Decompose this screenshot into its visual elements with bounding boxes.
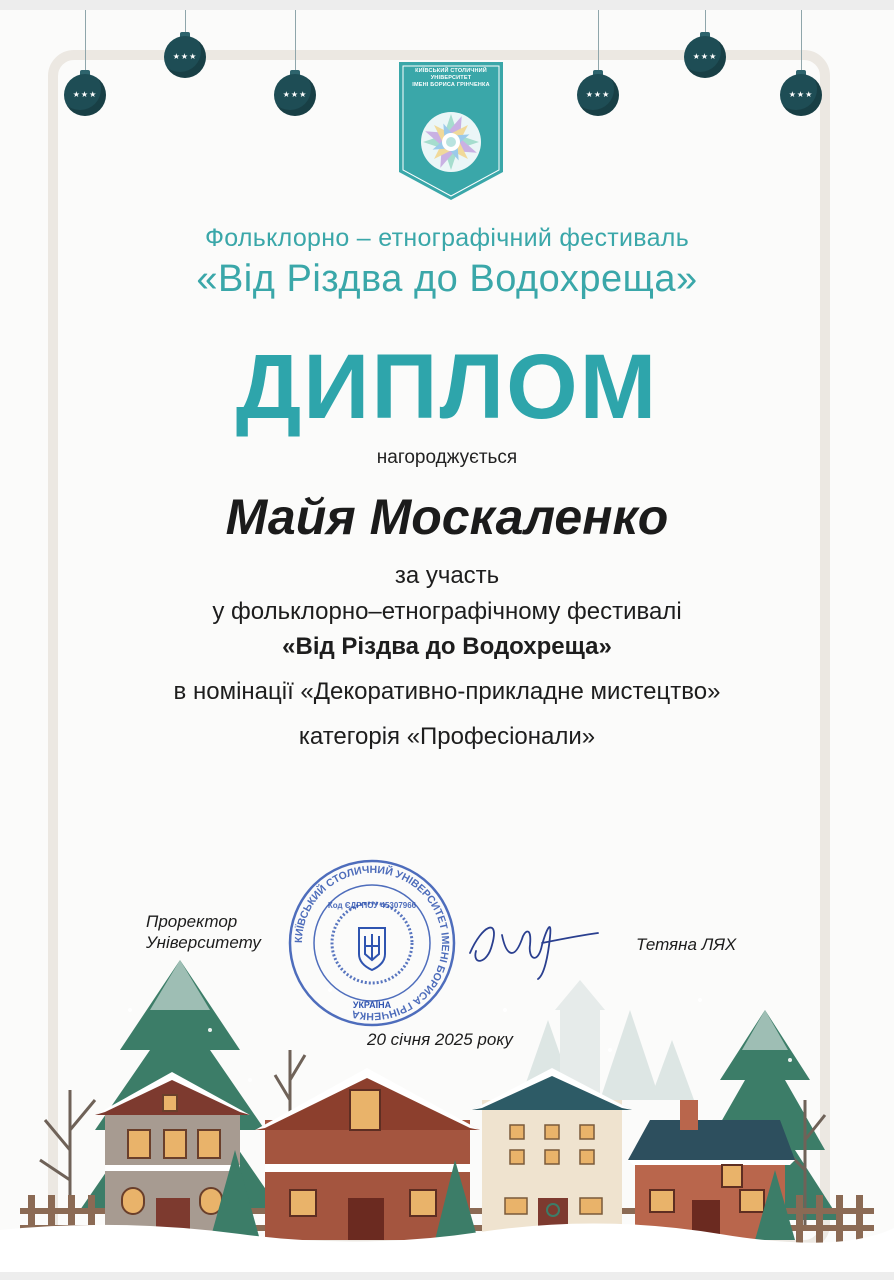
- ornament-3: ★★★: [274, 10, 316, 118]
- signature-date: 20 січня 2025 року: [367, 1030, 513, 1049]
- official-seal: [287, 858, 457, 1028]
- logo-line-1: КИЇВСЬКИЙ СТОЛИЧНИЙ УНІВЕРСИТЕТ: [415, 68, 487, 81]
- ornament-2: ★★★: [164, 10, 206, 82]
- ornament-1: ★★★: [64, 10, 106, 118]
- recipient-name: Майя Москаленко: [225, 489, 669, 545]
- award-line-festival: у фольклорно–етнографічному фестивалі: [212, 598, 682, 625]
- diploma-sheet: [0, 10, 894, 1272]
- ornament-5: ★★★: [684, 10, 726, 82]
- awarded-label: нагороджується: [376, 447, 518, 468]
- signer-name: Тетяна ЛЯХ: [636, 935, 737, 954]
- signer-title-line-2: Університету: [146, 933, 261, 952]
- festival-subtitle: Фольклорно – етнографічний фестиваль: [204, 224, 690, 252]
- seal-bottom-text: УКРАЇНА: [352, 1000, 392, 1010]
- award-line-festival-name: «Від Різдва до Водохреща»: [282, 633, 612, 660]
- award-line-category: категорія «Професіонали»: [298, 723, 596, 750]
- handwritten-signature: [462, 905, 602, 983]
- ornament-6: ★★★: [780, 10, 822, 118]
- award-line-nomination: в номінації «Декоративно-прикладне мистецтво»: [173, 678, 721, 705]
- logo-line-2: ІМЕНІ БОРИСА ГРІНЧЕНКА: [412, 82, 490, 88]
- diploma-heading: ДИПЛОМ: [235, 336, 659, 438]
- trident-icon: [359, 928, 385, 970]
- logo-university-name: [397, 68, 505, 89]
- signer-title-line-1: Проректор: [146, 912, 238, 931]
- seal-outer-text: КИЇВСЬКИЙ СТОЛИЧНИЙ УНІВЕРСИТЕТ ІМЕНІ БОРИСА ГРІНЧЕНКА: [292, 863, 452, 1023]
- signer-title: [146, 911, 261, 953]
- seal-code-text: Код ЄДРПОУ 45307966: [327, 901, 417, 910]
- ornament-4: ★★★: [577, 10, 619, 118]
- award-line-participation: за участь: [394, 562, 500, 589]
- festival-name: «Від Різдва до Водохреща»: [196, 258, 698, 300]
- university-logo: [397, 60, 505, 202]
